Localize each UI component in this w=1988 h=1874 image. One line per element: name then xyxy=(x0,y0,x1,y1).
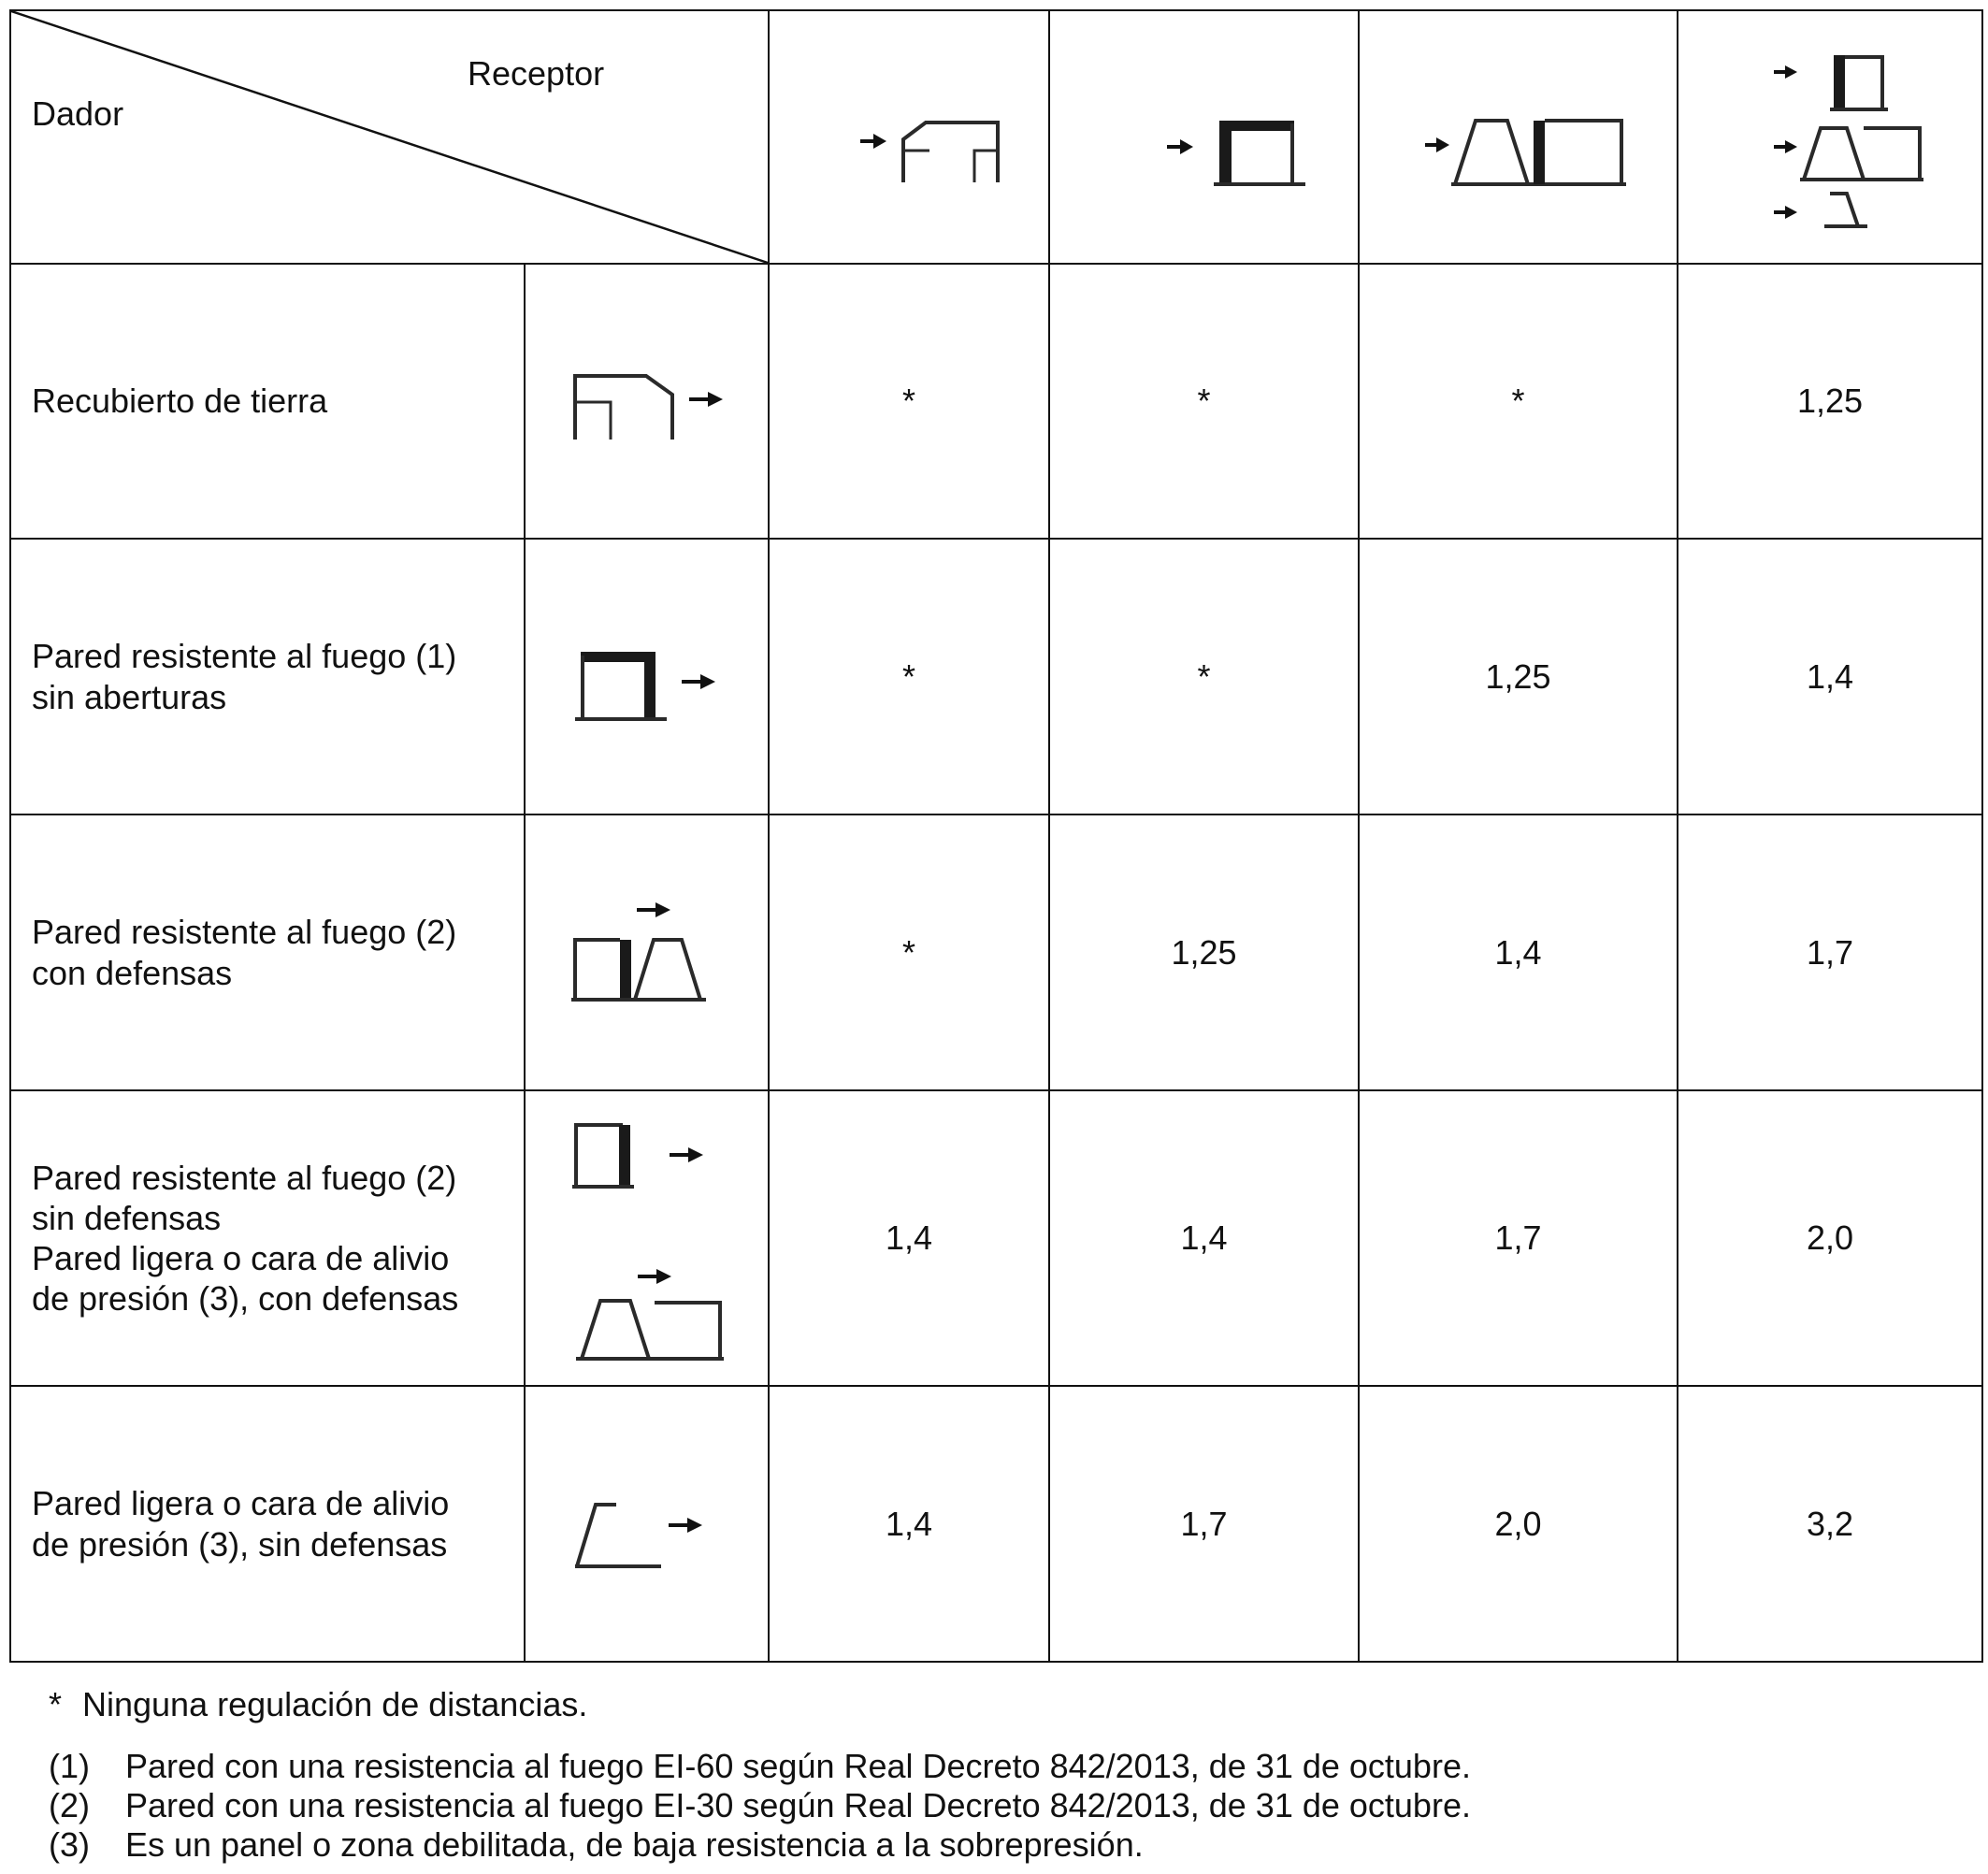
dador-label: Dador xyxy=(32,94,124,133)
table-cell: 1,4 xyxy=(1359,814,1678,1090)
table-cell: 2,0 xyxy=(1359,1386,1678,1662)
label-line: de presión (3), con defensas xyxy=(32,1279,459,1319)
row-label-3 xyxy=(10,814,525,1090)
table-cell: 1,4 xyxy=(1678,539,1982,814)
table-row xyxy=(10,1386,1982,1662)
table-row xyxy=(10,814,1982,1090)
table-cell: * xyxy=(769,814,1049,1090)
fire-wall-no-openings-icon xyxy=(558,626,736,728)
footnote-marker: (2) xyxy=(49,1786,90,1824)
footnote-marker: (3) xyxy=(49,1825,90,1864)
table-cell: 1,4 xyxy=(1049,1090,1359,1386)
footnote-star xyxy=(49,1685,1471,1724)
footnotes xyxy=(49,1685,1471,1865)
earth-covered-building-icon xyxy=(558,350,736,453)
dador-icon-cell-3 xyxy=(525,814,769,1090)
row-label-4 xyxy=(10,1090,525,1386)
label-line: Pared ligera o cara de alivio xyxy=(32,1484,450,1523)
table-cell: 3,2 xyxy=(1678,1386,1982,1662)
table-row xyxy=(10,539,1982,814)
diagonal-divider xyxy=(11,11,768,263)
footnote-text: Es un panel o zona debilitada, de baja resistencia a la sobrepresión. xyxy=(125,1825,1144,1864)
table-cell: * xyxy=(1049,264,1359,539)
corner-header-cell xyxy=(10,10,769,264)
label-line: de presión (3), sin defensas xyxy=(32,1524,448,1564)
receptor-col-3-header xyxy=(1359,10,1678,264)
table-cell: * xyxy=(769,539,1049,814)
label-line: Recubierto de tierra xyxy=(32,382,328,421)
header-row xyxy=(10,10,1982,264)
fire-wall-with-defenses-icon xyxy=(558,897,736,1009)
receptor-col-2-header xyxy=(1049,10,1359,264)
table-row xyxy=(10,1090,1982,1386)
fire-wall-and-light-wall-icon xyxy=(554,1103,741,1374)
label-line: Pared ligera o cara de alivio xyxy=(32,1239,450,1277)
table-cell: 1,4 xyxy=(769,1090,1049,1386)
earth-covered-building-icon xyxy=(806,81,1012,194)
receptor-col-1-header xyxy=(769,10,1049,264)
table-cell: 1,7 xyxy=(1049,1386,1359,1662)
row-label-2 xyxy=(10,539,525,814)
label-line: sin aberturas xyxy=(32,677,227,716)
table-cell: 2,0 xyxy=(1678,1090,1982,1386)
table-row xyxy=(10,264,1982,539)
table-cell: 1,25 xyxy=(1678,264,1982,539)
table-cell: * xyxy=(1049,539,1359,814)
footnote-marker: * xyxy=(49,1685,63,1723)
table-cell: 1,25 xyxy=(1359,539,1678,814)
row-label-1 xyxy=(10,264,525,539)
footnote-2 xyxy=(49,1786,1471,1825)
footnote-text: Pared con una resistencia al fuego EI-30 según Real Decreto 842/2013, de 31 de octubre. xyxy=(125,1786,1471,1824)
row-label-5 xyxy=(10,1386,525,1662)
label-line: sin defensas xyxy=(32,1198,222,1237)
footnote-marker: (1) xyxy=(49,1747,90,1785)
table-cell: * xyxy=(769,264,1049,539)
footnote-text: Ninguna regulación de distancias. xyxy=(82,1685,588,1723)
label-line: Pared resistente al fuego (1) xyxy=(32,637,457,676)
light-wall-no-defenses-icon xyxy=(558,1473,736,1576)
dador-icon-cell-1 xyxy=(525,264,769,539)
footnote-1 xyxy=(49,1747,1471,1786)
table-cell: 1,7 xyxy=(1359,1090,1678,1386)
dador-icon-cell-4 xyxy=(525,1090,769,1386)
fire-wall-no-openings-icon xyxy=(1102,81,1307,194)
label-line: con defensas xyxy=(32,953,233,992)
table-cell: * xyxy=(1359,264,1678,539)
table-cell: 1,25 xyxy=(1049,814,1359,1090)
dador-icon-cell-5 xyxy=(525,1386,769,1662)
receptor-col-4-header xyxy=(1678,10,1982,264)
label-line: Pared resistente al fuego (2) xyxy=(32,1158,457,1197)
table-cell: 1,4 xyxy=(769,1386,1049,1662)
distance-factor-table xyxy=(9,9,1983,1663)
dador-icon-cell-2 xyxy=(525,539,769,814)
label-line: Pared resistente al fuego (2) xyxy=(32,913,457,952)
footnote-3 xyxy=(49,1825,1471,1865)
fire-wall-with-defenses-icon xyxy=(1397,81,1640,194)
footnote-text: Pared con una resistencia al fuego EI-60 según Real Decreto 842/2013, de 31 de octubre. xyxy=(125,1747,1471,1785)
table-cell: 1,7 xyxy=(1678,814,1982,1090)
light-wall-variants-icon xyxy=(1727,35,1933,240)
receptor-label: Receptor xyxy=(468,54,605,93)
